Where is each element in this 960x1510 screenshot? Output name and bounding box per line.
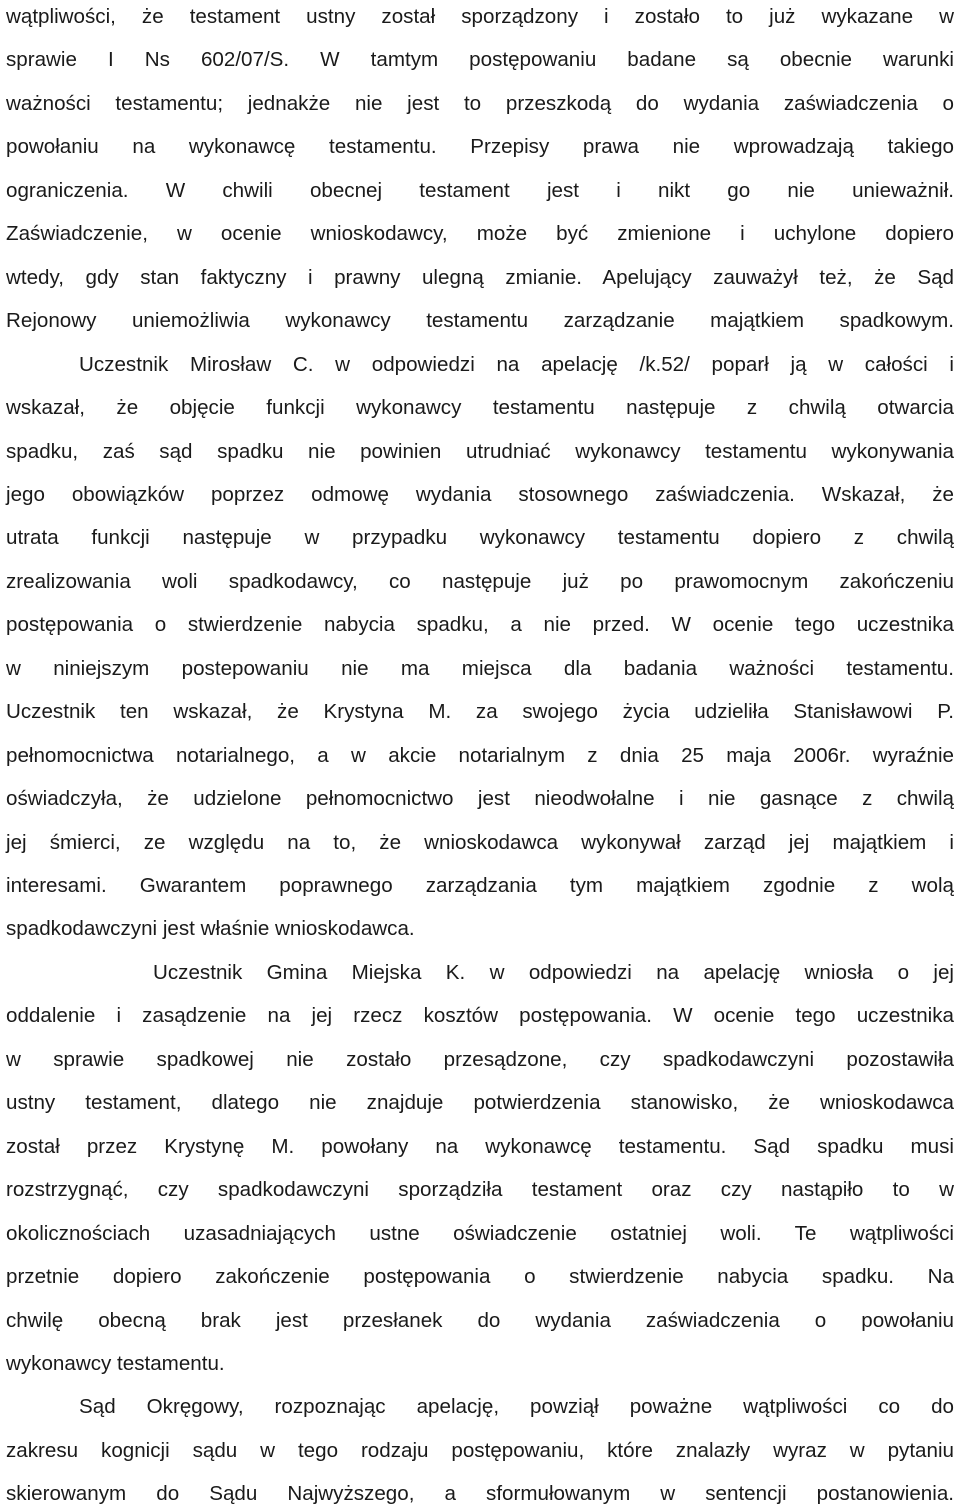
text-line: postępowania o stwierdzenie nabycia spadku, a nie przed. W ocenie tego uczestnika xyxy=(6,613,954,637)
text-line: został przez Krystynę M. powołany na wykonawcę testamentu. Sąd spadku musi xyxy=(6,1134,954,1158)
text-line: Uczestnik Mirosław C. w odpowiedzi na apelację /k.52/ poparł ją w całości i xyxy=(79,352,954,376)
text-line: wskazał, że objęcie funkcji wykonawcy testamentu następuje z chwilą otwarcia xyxy=(6,396,954,420)
text-line: rozstrzygnąć, czy spadkodawczyni sporządziła testament oraz czy nastąpiło to w xyxy=(6,1178,954,1202)
text-line: Uczestnik Gmina Miejska K. w odpowiedzi na apelację wniosła o jej xyxy=(153,960,954,984)
text-line: chwilę obecną brak jest przesłanek do wydania zaświadczenia o powołaniu xyxy=(6,1308,954,1332)
text-line: utrata funkcji następuje w przypadku wykonawcy testamentu dopiero z chwilą xyxy=(6,526,954,550)
text-line: interesami. Gwarantem poprawnego zarządzania tym majątkiem zgodnie z wolą xyxy=(6,874,954,897)
text-line: w niniejszym postepowaniu nie ma miejsca dla badania ważności testamentu. xyxy=(6,656,954,680)
text-line: w sprawie spadkowej nie zostało przesądzone, czy spadkodawczyni pozostawiła xyxy=(6,1047,954,1071)
text-line: pełnomocnictwa notarialnego, a w akcie notarialnym z dnia 25 maja 2006r. wyraźnie xyxy=(6,743,954,767)
text-line: spadku, zaś sąd spadku nie powinien utrudniać wykonawcy testamentu wykonywania xyxy=(6,439,954,463)
text-line: oddalenie i zasądzenie na jej rzecz kosztów postępowania. W ocenie tego uczestnika xyxy=(6,1004,954,1028)
text-line: Uczestnik ten wskazał, że Krystyna M. za swojego życia udzieliła Stanisławowi P. xyxy=(6,700,954,724)
text-line: przetnie dopiero zakończenie postępowania o stwierdzenie nabycia spadku. Na xyxy=(6,1265,954,1289)
text-line: wykonawcy testamentu. xyxy=(6,1351,225,1375)
text-line: Zaświadczenie, w ocenie wnioskodawcy, może być zmienione i uchylone dopiero xyxy=(6,222,954,246)
text-line: jego obowiązków poprzez odmowę wydania stosownego zaświadczenia. Wskazał, że xyxy=(6,482,954,506)
text-line: jej śmierci, ze względu na to, że wnioskodawca wykonywał zarząd jej majątkiem i xyxy=(6,830,954,854)
text-line: oświadczyła, że udzielone pełnomocnictwo jest nieodwołalne i nie gasnące z chwilą xyxy=(6,787,954,811)
text-line: okolicznościach uzasadniających ustne oświadczenie ostatniej woli. Te wątpliwości xyxy=(6,1221,954,1245)
text-line: sprawie I Ns 602/07/S. W tamtym postępowaniu badane są obecnie warunki xyxy=(6,48,954,72)
text-line: ograniczenia. W chwili obecnej testament jest i nikt go nie unieważnił. xyxy=(6,178,954,202)
text-line: spadkodawczyni jest właśnie wnioskodawca. xyxy=(6,917,415,941)
text-line: wtedy, gdy stan faktyczny i prawny ulegną zmianie. Apelujący zauważył też, że Sąd xyxy=(6,265,954,289)
text-line: zakresu kognicji sądu w tego rodzaju postępowaniu, które znalazły wyraz w pytaniu xyxy=(6,1438,954,1462)
text-line: ustny testament, dlatego nie znajduje potwierdzenia stanowisko, że wnioskodawca xyxy=(6,1091,954,1115)
text-line: Rejonowy uniemożliwia wykonawcy testamentu zarządzanie majątkiem spadkowym. xyxy=(6,309,954,333)
text-line: wątpliwości, że testament ustny został sporządzony i zostało to już wykazane w xyxy=(6,5,954,28)
text-line: ważności testamentu; jednakże nie jest to przeszkodą do wydania zaświadczenia o xyxy=(6,91,954,115)
text-line: Sąd Okręgowy, rozpoznając apelację, powziął poważne wątpliwości co do xyxy=(79,1395,954,1419)
text-line: zrealizowania woli spadkodawcy, co następuje już po prawomocnym zakończeniu xyxy=(6,569,954,593)
text-line: skierowanym do Sądu Najwyższego, a sformułowanym w sentencji postanowienia. xyxy=(6,1482,954,1506)
text-line: powołaniu na wykonawcę testamentu. Przepisy prawa nie wprowadzają takiego xyxy=(6,135,954,159)
